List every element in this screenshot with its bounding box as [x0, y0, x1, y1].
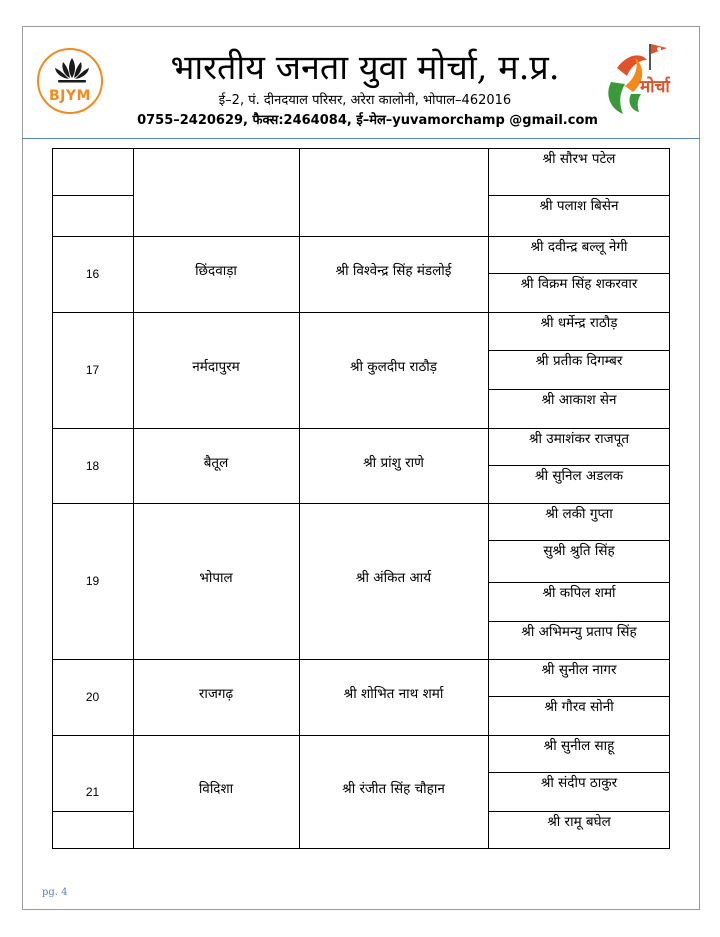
- president-cell: श्री शोभित नाथ शर्मा: [343, 686, 444, 702]
- member-cell: श्री रामू बघेल: [547, 814, 611, 830]
- member-cell: श्री गौरव सोनी: [544, 699, 614, 715]
- member-cell: श्री धर्मेन्द्र राठौड़: [540, 315, 618, 331]
- header-divider: [22, 138, 700, 139]
- organization-address: ई–2, पं. दीनदयाल परिसर, अरेरा कालोनी, भोपाल–462016: [218, 93, 512, 108]
- member-cell: श्री संदीप ठाकुर: [540, 775, 618, 791]
- lotus-icon: [52, 56, 92, 86]
- logo-text: BJYM: [49, 88, 91, 104]
- member-cell: श्री दवीन्द्र बल्लू नेगी: [530, 239, 628, 255]
- member-cell: श्री सुनील साहू: [543, 738, 615, 754]
- district-cell: नर्मदापुरम: [192, 359, 240, 375]
- member-cell: श्री अभिमन्यु प्रताप सिंह: [521, 624, 637, 640]
- district-cell: बैतूल: [203, 454, 229, 471]
- organization-contact: 0755–2420629, फैक्स:2464084, ई–मेल–yuvamorchamp @gmail.com: [137, 113, 598, 128]
- serial-number-cell: 16: [85, 267, 100, 281]
- president-cell: श्री कुलदीप राठौड़: [349, 359, 438, 375]
- district-cell: विदिशा: [198, 781, 234, 797]
- member-cell: श्री विक्रम सिंह शकरवार: [520, 276, 638, 292]
- serial-number-cell: 18: [85, 458, 100, 473]
- member-cell: श्री आकाश सेन: [541, 392, 617, 408]
- district-cell: राजगढ़: [198, 686, 234, 702]
- serial-number-cell: 21: [85, 785, 100, 799]
- president-cell: श्री रंजीत सिंह चौहान: [342, 781, 445, 797]
- emblem-text: मोर्चा: [640, 77, 670, 97]
- member-cell: श्री लकी गुप्ता: [545, 506, 613, 522]
- member-cell: श्री प्रतीक दिगम्बर: [535, 353, 623, 369]
- member-cell: श्री सुनील नागर: [541, 662, 617, 678]
- serial-number-cell: 17: [85, 363, 100, 377]
- member-cell: श्री कपिल शर्मा: [542, 585, 616, 601]
- member-cell: श्री पलाश बिसेन: [539, 198, 619, 214]
- page-number: pg. 4: [42, 887, 68, 898]
- serial-number-cell: 20: [85, 690, 100, 704]
- president-cell: श्री विश्वेन्द्र सिंह मंडलोई: [335, 263, 452, 279]
- district-cell: भोपाल: [199, 570, 233, 586]
- organization-title: भारतीय जनता युवा मोर्चा, म.प्र.: [170, 48, 560, 88]
- member-cell: सुश्री श्रुति सिंह: [543, 543, 615, 559]
- president-cell: श्री प्रांशु राणे: [363, 454, 424, 471]
- district-cell: छिंदवाड़ा: [195, 263, 237, 279]
- member-cell: श्री उमाशंकर राजपूत: [528, 431, 630, 447]
- members-table: [52, 148, 670, 849]
- president-cell: श्री अंकित आर्य: [355, 570, 432, 586]
- bjym-logo: [37, 48, 103, 114]
- member-cell: श्री सौरभ पटेल: [542, 151, 616, 167]
- serial-number-cell: 19: [85, 574, 100, 588]
- member-cell: श्री सुनिल अडलक: [535, 468, 623, 484]
